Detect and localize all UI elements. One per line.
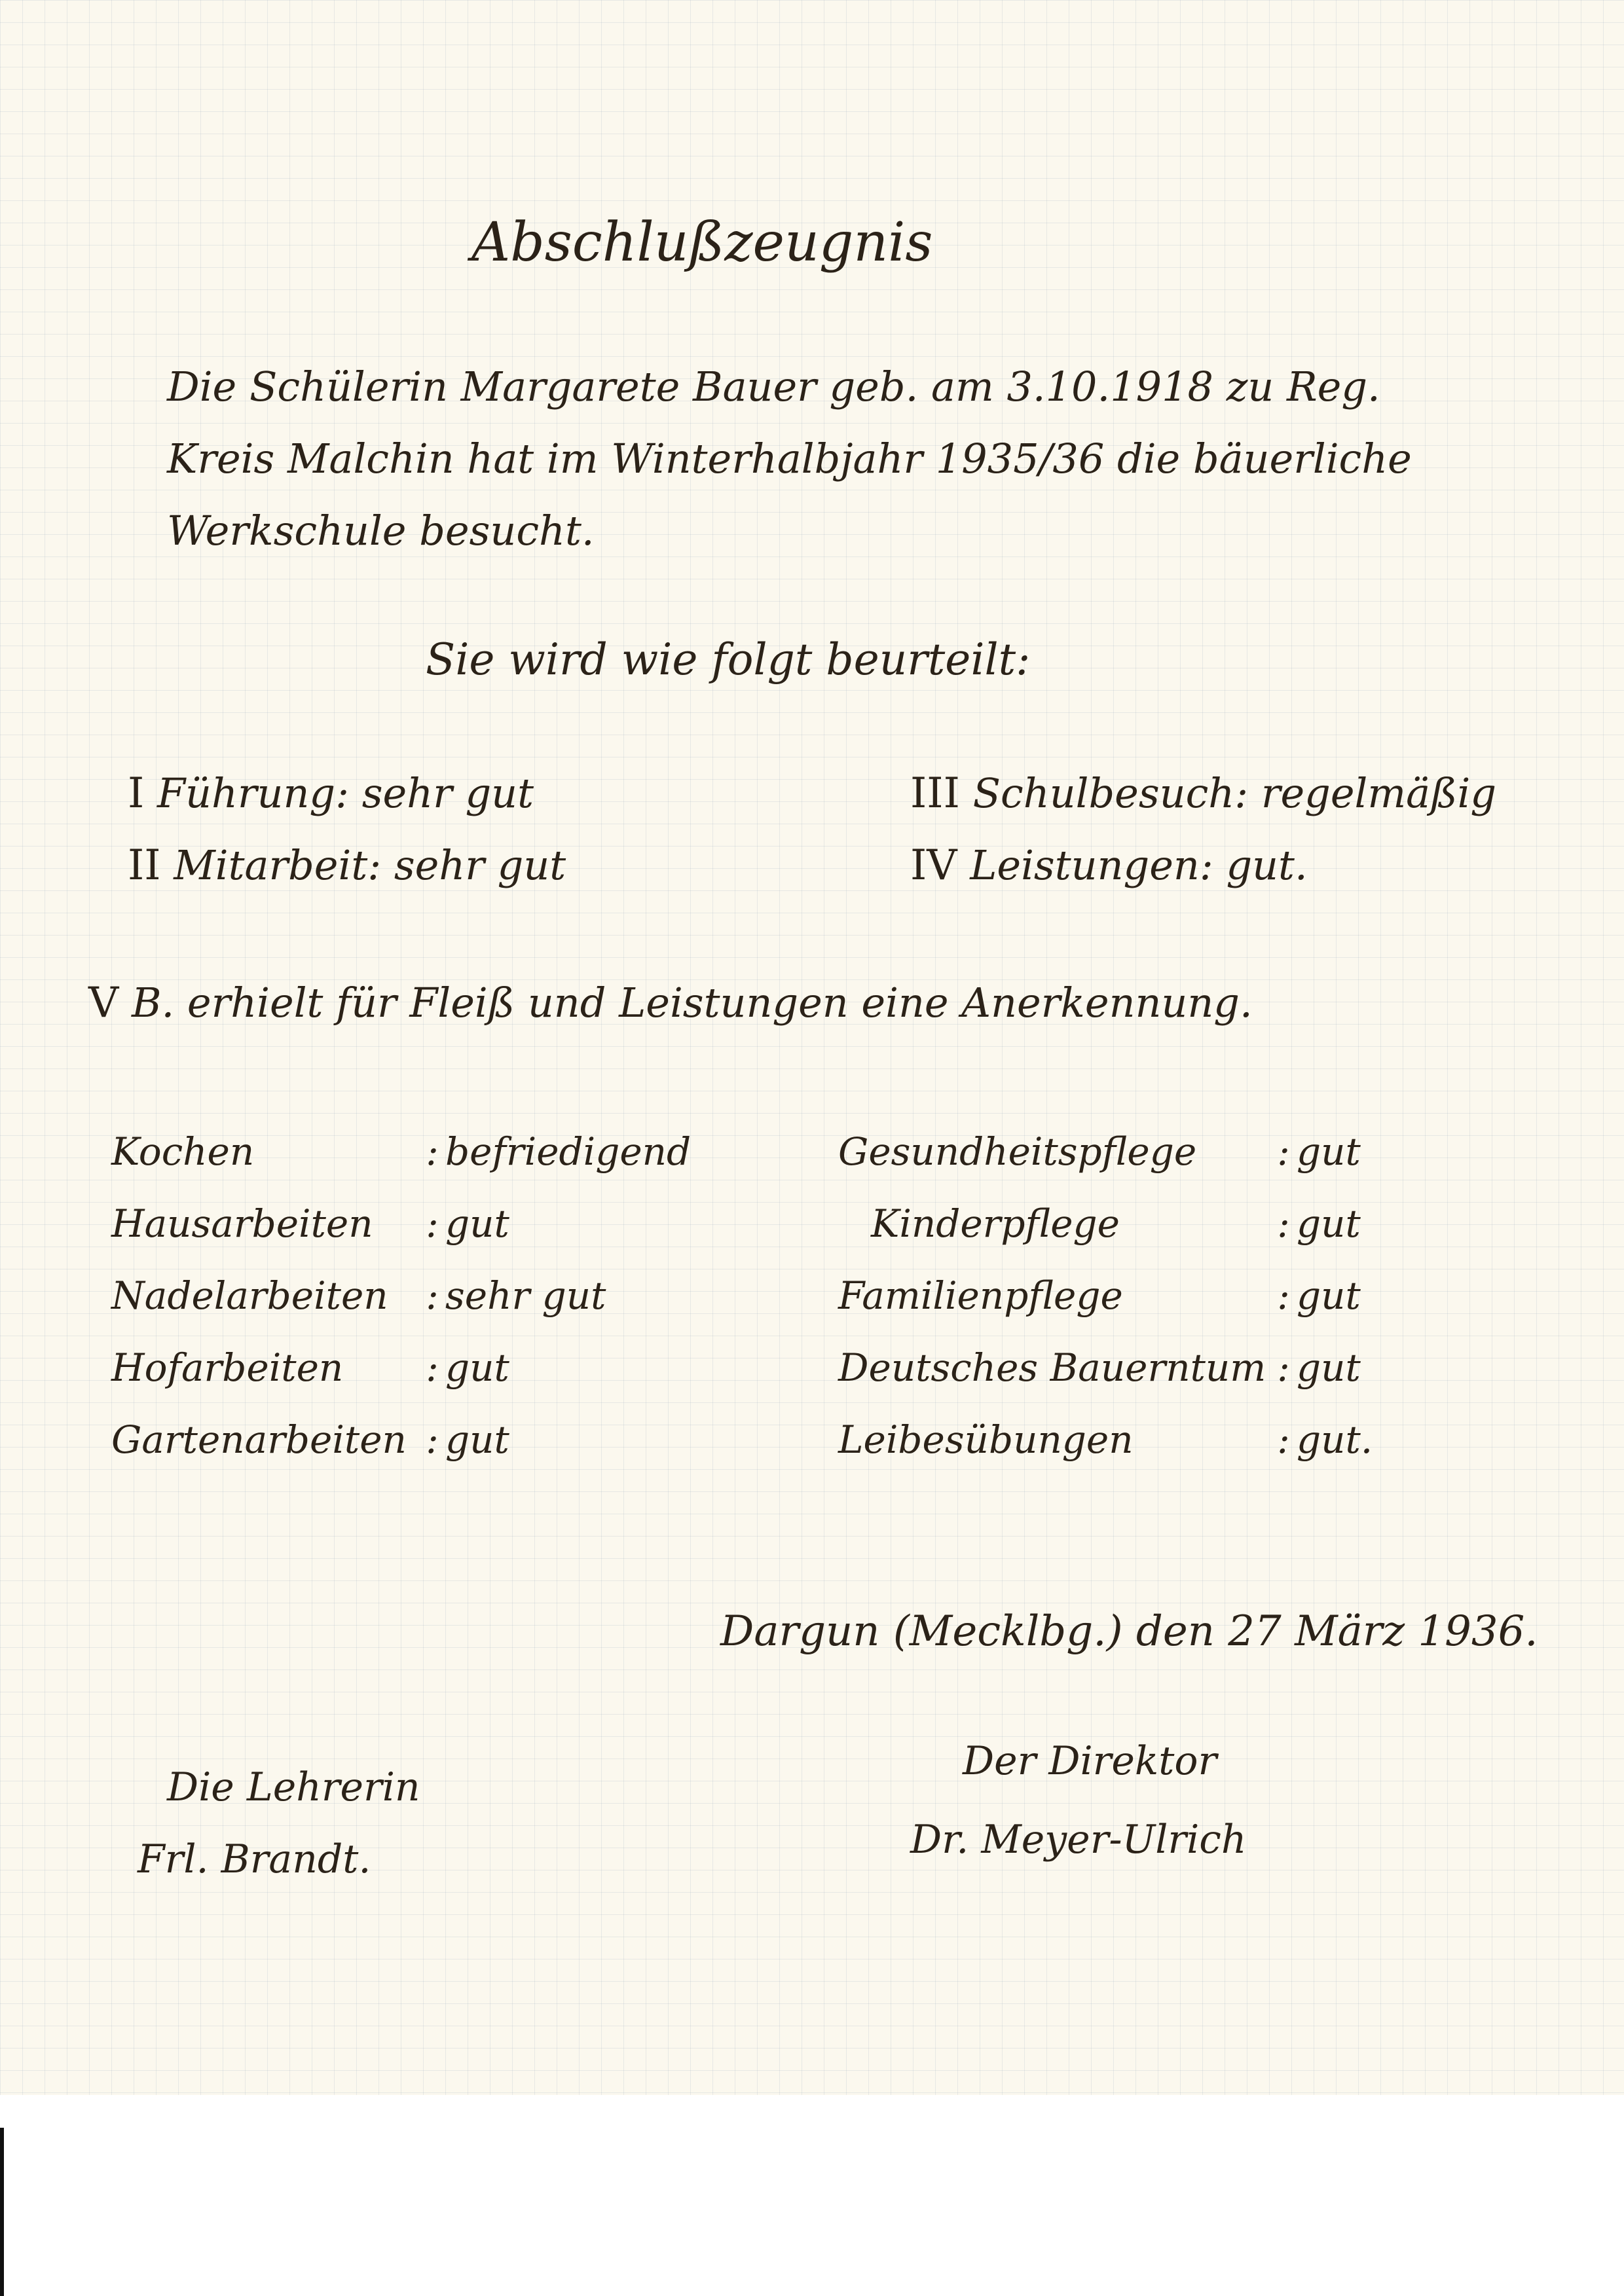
- subject-name: Hofarbeiten: [111, 1345, 344, 1390]
- grade-performance: [910, 841, 1308, 890]
- remark-numeral: V: [88, 979, 119, 1027]
- subject-name: Gartenarbeiten: [111, 1417, 407, 1462]
- grade-label: Leistungen:: [970, 841, 1213, 889]
- subject-row: Gartenarbeiten : gut: [111, 1417, 509, 1462]
- assessment-heading: Sie wird wie folgt beurteilt:: [426, 634, 1031, 685]
- subject-value: gut: [1297, 1129, 1361, 1174]
- grade-attendance: [910, 769, 1497, 818]
- grade-value: sehr gut: [361, 769, 534, 817]
- teacher-signature: Frl. Brandt.: [138, 1836, 371, 1882]
- subject-row: Leibesübungen : gut.: [838, 1417, 1373, 1462]
- scan-edge-bar: [0, 2128, 4, 2296]
- grade-label: Schulbesuch:: [972, 769, 1249, 817]
- subject-row: Nadelarbeiten : sehr gut: [111, 1273, 606, 1318]
- subject-name: Deutsches Bauerntum: [838, 1345, 1266, 1390]
- subject-name: Leibesübungen: [838, 1417, 1134, 1462]
- subject-value: sehr gut: [445, 1273, 606, 1318]
- director-signature: Dr. Meyer-Ulrich: [910, 1817, 1247, 1863]
- grade-numeral: IV: [910, 841, 957, 890]
- grade-numeral: III: [910, 769, 960, 818]
- subject-row: Gesundheitspflege : gut: [838, 1129, 1361, 1174]
- grade-label: Mitarbeit:: [174, 841, 382, 889]
- intro-line-1: Die Schülerin Margarete Bauer geb. am 3.10.1918 zu Reg.: [167, 363, 1380, 410]
- place-and-date: Dargun (Mecklbg.) den 27 März 1936.: [720, 1607, 1538, 1656]
- grade-value: regelmäßig: [1261, 769, 1497, 817]
- remark-text: B. erhielt für Fleiß und Leistungen eine Anerkennung.: [131, 979, 1253, 1027]
- subject-row: Familienpflege : gut: [838, 1273, 1361, 1318]
- subject-value: gut: [1297, 1273, 1361, 1318]
- document-title: Abschlußzeugnis: [471, 211, 933, 274]
- subject-name: Kinderpflege: [871, 1201, 1120, 1246]
- grade-numeral: II: [128, 841, 161, 890]
- subject-row: Deutsches Bauerntum : gut: [838, 1345, 1361, 1390]
- subject-name: Nadelarbeiten: [111, 1273, 388, 1318]
- subject-value: gut: [445, 1201, 509, 1246]
- subject-value: gut: [445, 1345, 509, 1390]
- recognition-remark: [88, 979, 1253, 1027]
- subject-row: Kinderpflege : gut: [871, 1201, 1361, 1246]
- subject-value: gut.: [1297, 1417, 1373, 1462]
- subject-row: Hausarbeiten : gut: [111, 1201, 509, 1246]
- director-role: Der Direktor: [963, 1738, 1217, 1784]
- subject-name: Kochen: [111, 1129, 255, 1174]
- subject-value: gut: [445, 1417, 509, 1462]
- teacher-role: Die Lehrerin: [167, 1764, 420, 1810]
- subject-row: Hofarbeiten : gut: [111, 1345, 509, 1390]
- subject-name: Hausarbeiten: [111, 1201, 373, 1246]
- subject-value: gut: [1297, 1201, 1361, 1246]
- intro-line-2: Kreis Malchin hat im Winterhalbjahr 1935/36 die bäuerliche: [167, 435, 1412, 483]
- subject-row: Kochen : befriedigend: [111, 1129, 692, 1174]
- grade-cooperation: [128, 841, 566, 890]
- grade-numeral: I: [128, 769, 145, 818]
- intro-line-3: Werkschule besucht.: [167, 507, 595, 555]
- subject-name: Familienpflege: [838, 1273, 1123, 1318]
- grade-label: Führung:: [157, 769, 349, 817]
- subject-value: befriedigend: [445, 1129, 692, 1174]
- grade-value: sehr gut: [394, 841, 566, 889]
- subject-value: gut: [1297, 1345, 1361, 1390]
- scan-margin: [0, 2095, 1624, 2296]
- grade-value: gut.: [1226, 841, 1308, 889]
- grade-conduct: [128, 769, 534, 818]
- subject-name: Gesundheitspflege: [838, 1129, 1197, 1174]
